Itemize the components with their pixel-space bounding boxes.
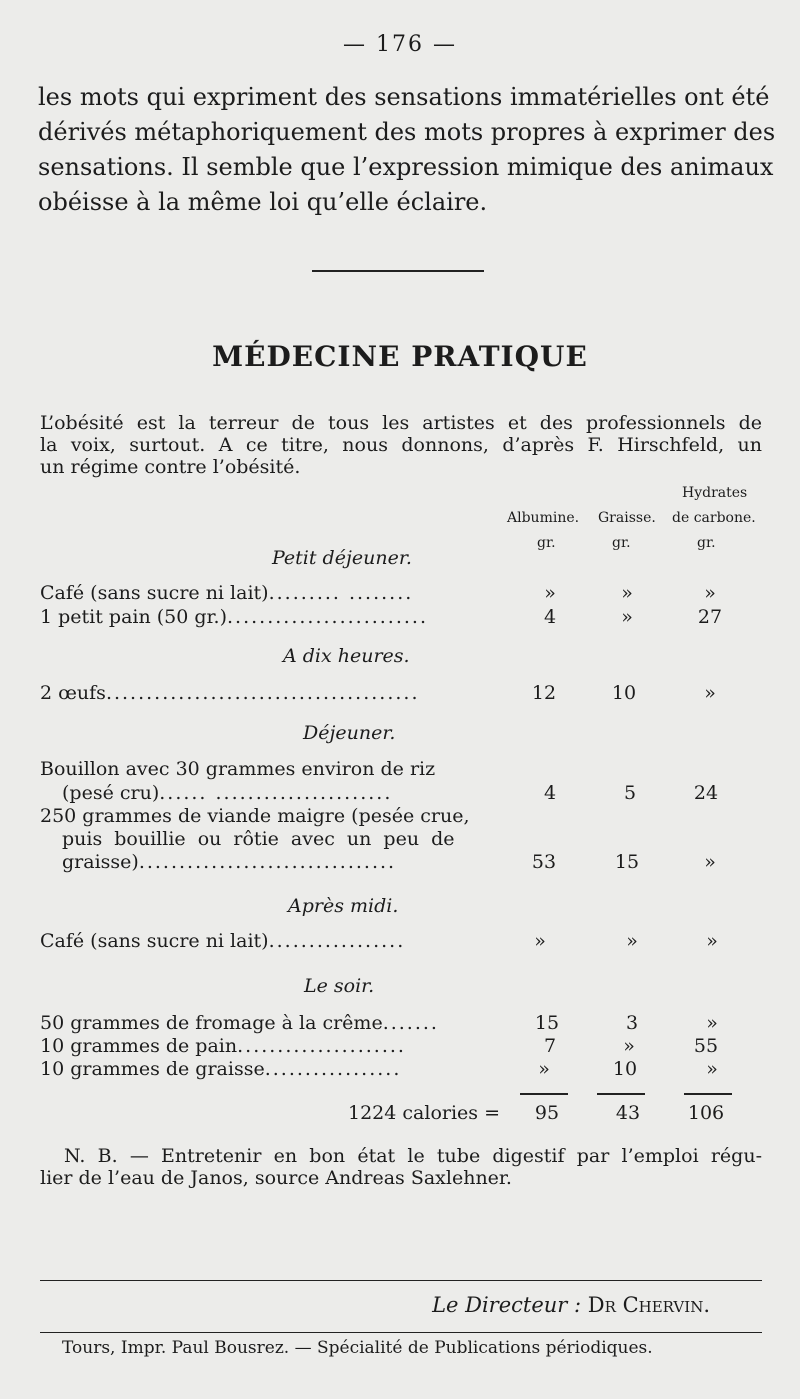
food-item: (pesé cru)...... ...................... — [62, 782, 393, 804]
value-albumine: 12 — [531, 682, 557, 704]
value-graisse: 15 — [614, 851, 640, 873]
food-item: 10 grammes de graisse................. — [40, 1058, 402, 1080]
sum-rule — [520, 1093, 568, 1095]
printer-line: Tours, Impr. Paul Bousrez. — Spécialité de Publications périodiques. — [62, 1338, 653, 1358]
value-carbone: 27 — [697, 606, 723, 628]
value-carbone: » — [706, 930, 718, 952]
note-line: lier de l’eau de Janos, source Andreas Saxlehner. — [40, 1167, 512, 1189]
value-carbone: 55 — [693, 1035, 719, 1057]
footer-rule — [40, 1280, 762, 1281]
food-item: Café (sans sucre ni lait)................. — [40, 930, 406, 952]
printer-rule — [40, 1332, 762, 1333]
food-item: 50 grammes de fromage à la crême....... — [40, 1012, 439, 1034]
food-item: 250 grammes de viande maigre (pesée crue, — [40, 805, 470, 827]
food-item: 10 grammes de pain..................... — [40, 1035, 406, 1057]
unit-label: gr. — [537, 535, 556, 551]
value-graisse: » — [621, 606, 633, 628]
food-item: Café (sans sucre ni lait)......... ........ — [40, 582, 414, 604]
column-header-hydrates: Hydrates — [682, 485, 748, 501]
value-carbone: » — [704, 682, 716, 704]
meal-heading: Après midi. — [288, 895, 399, 917]
value-albumine: 15 — [534, 1012, 560, 1034]
value-albumine: 4 — [543, 782, 557, 804]
para-line: un régime contre l’obésité. — [40, 456, 301, 478]
intro-line: obéisse à la même loi qu’elle éclaire. — [38, 188, 488, 216]
meal-heading: Déjeuner. — [303, 722, 396, 744]
section-divider — [312, 270, 484, 272]
value-graisse: » — [623, 1035, 635, 1057]
value-carbone: » — [704, 582, 716, 604]
total-label: 1224 calories = — [348, 1102, 500, 1124]
section-title: MÉDECINE PRATIQUE — [212, 340, 588, 373]
page-number: — 176 — — [343, 32, 457, 57]
para-line: L’obésité est la terreur de tous les artistes et des professionnels de — [40, 412, 762, 434]
director-prefix: Le Directeur : — [432, 1293, 582, 1317]
director-signature — [432, 1293, 710, 1317]
meal-heading: Le soir. — [304, 975, 375, 997]
value-albumine: 4 — [543, 606, 557, 628]
director-name: Dr Chervin. — [587, 1293, 710, 1317]
intro-paragraph — [38, 80, 776, 220]
food-item: 2 œufs....................................... — [40, 682, 420, 704]
value-albumine: 53 — [531, 851, 557, 873]
meal-heading: Petit déjeuner. — [272, 547, 412, 569]
value-graisse: 10 — [611, 682, 637, 704]
value-graisse: 5 — [623, 782, 637, 804]
intro-regime-paragraph — [40, 412, 762, 478]
food-item: puis bouillie ou rôtie avec un peu de — [62, 828, 455, 850]
food-item: Bouillon avec 30 grammes environ de riz — [40, 758, 436, 780]
value-albumine: » — [538, 1058, 550, 1080]
total-carbone: 106 — [687, 1102, 725, 1124]
value-albumine: 7 — [543, 1035, 557, 1057]
column-header-carbone: de carbone. — [672, 510, 756, 526]
unit-label: gr. — [697, 535, 716, 551]
intro-line: sensations. Il semble que l’expression mimique des animaux — [38, 153, 774, 181]
column-header-albumine: Albumine. — [507, 510, 580, 526]
value-carbone: 24 — [693, 782, 719, 804]
sum-rule — [684, 1093, 732, 1095]
intro-line: les mots qui expriment des sensations immatérielles ont été — [38, 83, 770, 111]
value-graisse: 10 — [612, 1058, 638, 1080]
total-albumine: 95 — [534, 1102, 560, 1124]
value-graisse: » — [626, 930, 638, 952]
note-paragraph — [40, 1145, 762, 1189]
sum-rule — [597, 1093, 645, 1095]
intro-line: dérivés métaphoriquement des mots propres à exprimer des — [38, 118, 776, 146]
value-graisse: » — [621, 582, 633, 604]
total-graisse: 43 — [615, 1102, 641, 1124]
food-item: 1 petit pain (50 gr.)......................... — [40, 606, 429, 628]
column-header-graisse: Graisse. — [598, 510, 656, 526]
value-carbone: » — [706, 1058, 718, 1080]
note-line: N. B. — Entretenir en bon état le tube digestif par l’emploi régu- — [64, 1145, 762, 1167]
value-carbone: » — [704, 851, 716, 873]
meal-heading: A dix heures. — [283, 645, 410, 667]
unit-label: gr. — [612, 535, 631, 551]
value-graisse: 3 — [625, 1012, 639, 1034]
value-carbone: » — [706, 1012, 718, 1034]
value-albumine: » — [534, 930, 546, 952]
para-line: la voix, surtout. A ce titre, nous donnons, d’après F. Hirschfeld, un — [40, 434, 762, 456]
food-item: graisse)................................ — [62, 851, 397, 873]
value-albumine: » — [544, 582, 556, 604]
